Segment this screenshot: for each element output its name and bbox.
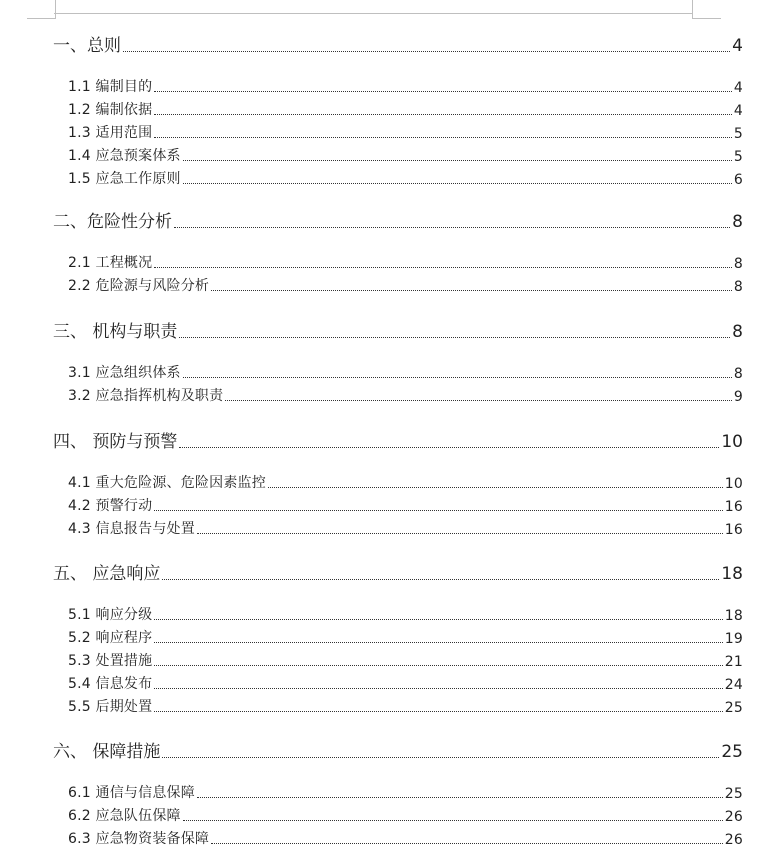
toc-page-number: 19 <box>724 631 743 647</box>
toc-page-number: 5 <box>733 126 743 142</box>
toc-item-title: 1.1 编制目的 <box>68 79 153 95</box>
toc-item-entry[interactable] <box>68 276 743 295</box>
toc-section-entry[interactable] <box>53 320 743 342</box>
toc-dot-leader <box>268 487 723 488</box>
toc-page-number: 4 <box>733 80 743 96</box>
toc-page-number: 8 <box>732 322 743 342</box>
toc-dot-leader <box>154 688 722 689</box>
page-corner-mark-left <box>27 0 56 19</box>
toc-item-entry[interactable] <box>68 169 743 188</box>
toc-page-number: 16 <box>724 522 743 538</box>
toc-item-entry[interactable] <box>68 123 743 142</box>
toc-page-number: 4 <box>732 36 743 56</box>
toc-item-title: 5.2 响应程序 <box>68 630 153 646</box>
toc-item-title: 4.3 信息报告与处置 <box>68 521 195 537</box>
toc-item-entry[interactable] <box>68 473 743 492</box>
toc-dot-leader <box>183 377 732 378</box>
toc-page-number: 8 <box>733 256 743 272</box>
toc-page-number: 25 <box>721 742 743 762</box>
toc-item-title: 1.4 应急预案体系 <box>68 148 181 164</box>
toc-item-title: 4.2 预警行动 <box>68 498 153 514</box>
toc-page-number: 9 <box>733 389 743 405</box>
toc-page-number: 26 <box>724 809 743 825</box>
toc-page-number: 16 <box>724 499 743 515</box>
toc-dot-leader <box>211 843 723 844</box>
toc-section-title: 六、 保障措施 <box>53 742 161 762</box>
toc-item-entry[interactable] <box>68 783 743 802</box>
toc-dot-leader <box>154 137 732 138</box>
toc-dot-leader <box>225 400 732 401</box>
toc-dot-leader <box>154 510 722 511</box>
toc-dot-leader <box>174 227 730 228</box>
toc-page-number: 4 <box>733 103 743 119</box>
toc-page-number: 26 <box>724 832 743 848</box>
toc-item-title: 4.1 重大危险源、危险因素监控 <box>68 475 266 491</box>
toc-page-number: 6 <box>733 172 743 188</box>
toc-item-title: 5.4 信息发布 <box>68 676 153 692</box>
page-top-rule <box>54 13 692 14</box>
toc-item-title: 5.3 处置措施 <box>68 653 153 669</box>
toc-item-title: 6.3 应急物资装备保障 <box>68 831 210 847</box>
toc-dot-leader <box>154 619 722 620</box>
toc-page-number: 25 <box>724 700 743 716</box>
toc-dot-leader <box>154 91 732 92</box>
toc-page-number: 25 <box>724 786 743 802</box>
toc-page-number: 10 <box>724 476 743 492</box>
toc-item-title: 5.1 响应分级 <box>68 607 153 623</box>
toc-section-entry[interactable] <box>53 430 743 452</box>
toc-dot-leader <box>183 160 732 161</box>
page-corner-mark-right <box>692 0 721 19</box>
toc-page-number: 8 <box>733 366 743 382</box>
toc-dot-leader <box>183 820 723 821</box>
toc-page-number: 8 <box>732 212 743 232</box>
toc-item-entry[interactable] <box>68 806 743 825</box>
toc-item-title: 6.2 应急队伍保障 <box>68 808 181 824</box>
toc-section-entry[interactable] <box>53 210 743 232</box>
toc-page-number: 18 <box>721 564 743 584</box>
toc-page-number: 5 <box>733 149 743 165</box>
toc-item-title: 2.2 危险源与风险分析 <box>68 278 210 294</box>
toc-dot-leader <box>162 757 719 758</box>
toc-item-title: 1.5 应急工作原则 <box>68 171 181 187</box>
toc-section-title: 一、总则 <box>53 36 121 56</box>
toc-item-entry[interactable] <box>68 519 743 538</box>
toc-dot-leader <box>154 642 722 643</box>
toc-section-title: 三、 机构与职责 <box>53 322 178 342</box>
toc-dot-leader <box>179 337 730 338</box>
toc-item-entry[interactable] <box>68 829 743 848</box>
toc-item-title: 1.3 适用范围 <box>68 125 153 141</box>
toc-section-entry[interactable] <box>53 34 743 56</box>
toc-dot-leader <box>197 797 723 798</box>
toc-page-number: 21 <box>724 654 743 670</box>
toc-item-entry[interactable] <box>68 363 743 382</box>
toc-item-entry[interactable] <box>68 386 743 405</box>
toc-dot-leader <box>211 290 732 291</box>
toc-item-entry[interactable] <box>68 100 743 119</box>
toc-dot-leader <box>154 665 722 666</box>
toc-page-number: 24 <box>724 677 743 693</box>
toc-item-title: 3.2 应急指挥机构及职责 <box>68 388 224 404</box>
toc-item-entry[interactable] <box>68 697 743 716</box>
toc-dot-leader <box>179 447 719 448</box>
toc-section-title: 五、 应急响应 <box>53 564 161 584</box>
toc-item-entry[interactable] <box>68 674 743 693</box>
toc-item-entry[interactable] <box>68 253 743 272</box>
toc-dot-leader <box>154 267 732 268</box>
toc-item-title: 2.1 工程概况 <box>68 255 153 271</box>
toc-item-entry[interactable] <box>68 605 743 624</box>
toc-item-entry[interactable] <box>68 651 743 670</box>
toc-page-number: 18 <box>724 608 743 624</box>
toc-item-entry[interactable] <box>68 77 743 96</box>
toc-section-entry[interactable] <box>53 562 743 584</box>
toc-item-title: 3.1 应急组织体系 <box>68 365 181 381</box>
toc-dot-leader <box>154 711 722 712</box>
toc-dot-leader <box>123 51 730 52</box>
toc-item-title: 1.2 编制依据 <box>68 102 153 118</box>
toc-section-title: 二、危险性分析 <box>53 212 172 232</box>
toc-dot-leader <box>183 183 732 184</box>
toc-dot-leader <box>154 114 732 115</box>
toc-section-entry[interactable] <box>53 740 743 762</box>
toc-page-number: 10 <box>721 432 743 452</box>
toc-dot-leader <box>197 533 723 534</box>
toc-item-entry[interactable] <box>68 496 743 515</box>
toc-dot-leader <box>162 579 719 580</box>
toc-section-title: 四、 预防与预警 <box>53 432 178 452</box>
toc-item-entry[interactable] <box>68 146 743 165</box>
toc-page-number: 8 <box>733 279 743 295</box>
toc-item-entry[interactable] <box>68 628 743 647</box>
toc-item-title: 5.5 后期处置 <box>68 699 153 715</box>
toc-item-title: 6.1 通信与信息保障 <box>68 785 195 801</box>
